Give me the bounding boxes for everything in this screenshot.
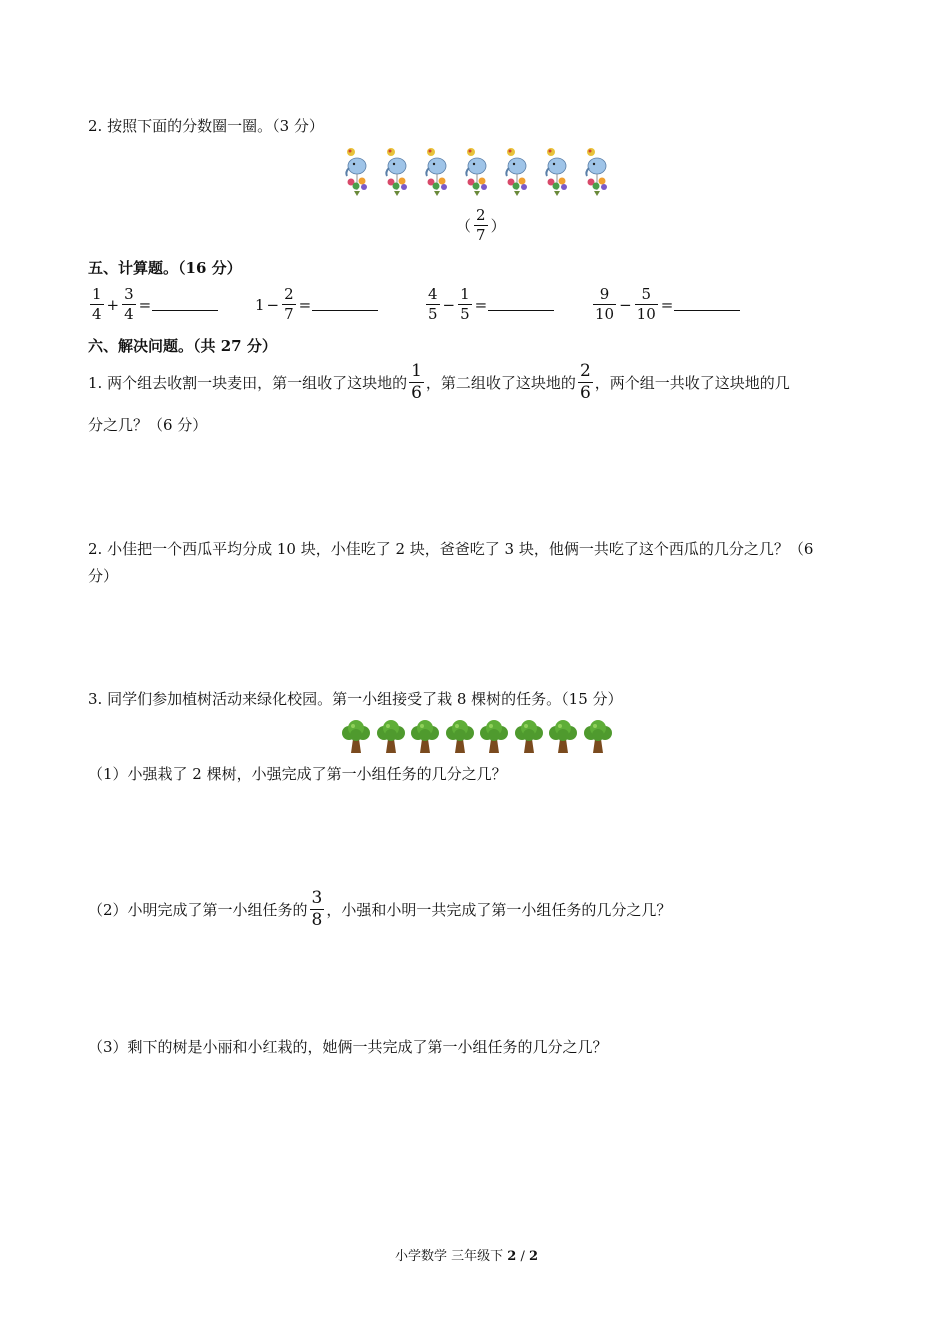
tree-icon <box>340 719 372 755</box>
fraction-denominator: 5 <box>460 305 470 323</box>
answer-blank[interactable] <box>312 298 378 311</box>
section-6-title: 六、解决问题。（共 27 分） <box>88 337 277 355</box>
problem-3-sub-2-text-a: （2）小明完成了第一小组任务的 <box>88 900 308 919</box>
fraction-numerator: 9 <box>599 285 610 303</box>
problem-1-line-1 <box>88 363 790 402</box>
problem-1-text-b: ，第二组收了这块地的 <box>425 373 576 392</box>
equals-sign: = <box>660 295 674 314</box>
tree-icon <box>478 719 510 755</box>
answer-blank[interactable] <box>488 298 554 311</box>
section-5-title: 五、计算题。（16 分） <box>88 259 242 277</box>
fraction-denominator: 7 <box>284 305 294 323</box>
fraction-denominator: 10 <box>636 305 656 323</box>
fraction-numerator: 3 <box>124 285 134 303</box>
fraction-denominator: 7 <box>476 226 486 244</box>
problem-2-line-2: 分） <box>88 567 119 585</box>
balloon-elephant-icon <box>380 146 412 198</box>
fraction-numerator: 4 <box>428 285 438 303</box>
fraction-denominator: 4 <box>124 305 134 323</box>
fraction-denominator: 6 <box>579 383 591 403</box>
problem-3-sub-1: （1）小强栽了 2 棵树，小强完成了第一小组任务的几分之几？ <box>88 765 507 783</box>
fraction-denominator: 4 <box>92 305 102 323</box>
fraction-2-7 <box>474 208 488 243</box>
balloon-elephant-icon <box>540 146 572 198</box>
paren-open: （ <box>456 217 472 235</box>
answer-blank[interactable] <box>152 298 218 311</box>
equals-sign: = <box>138 295 152 314</box>
problem-1-text-a: 1. 两个组去收割一块麦田，第一组收了这块地的 <box>88 373 408 392</box>
fraction-numerator: 2 <box>579 361 591 381</box>
fraction-denominator: 6 <box>411 383 422 403</box>
operator: + <box>106 295 120 314</box>
fraction-numerator: 2 <box>476 206 486 224</box>
footer-separator: / <box>520 1249 525 1264</box>
q4-2-text: 2. 按照下面的分数圈一圈。（3 分） <box>88 117 324 135</box>
problem-3-text: 3. 同学们参加植树活动来绿化校园。第一小组接受了栽 8 棵树的任务。（15 分） <box>88 690 623 708</box>
problem-3-sub-3: （3）剩下的树是小丽和小红栽的，她俩一共完成了第一小组任务的几分之几？ <box>88 1038 608 1056</box>
tree-icon <box>375 719 407 755</box>
equals-sign: = <box>298 295 312 314</box>
fraction-denominator: 8 <box>311 910 323 930</box>
balloon-elephant-icon <box>500 146 532 198</box>
problem-1-line-2: 分之几？（6 分） <box>88 416 208 434</box>
fraction-denominator: 5 <box>428 305 438 323</box>
fraction-numerator: 1 <box>460 285 470 303</box>
tree-icon <box>444 719 476 755</box>
fraction-denominator: 10 <box>595 305 615 323</box>
operator: − <box>266 295 280 314</box>
problem-3-sub-2 <box>88 890 671 929</box>
problem-2-line-1: 2. 小佳把一个西瓜平均分成 10 块，小佳吃了 2 块，爸爸吃了 3 块，他俩一共吃了这个西瓜的几分之几？（6 <box>88 540 814 558</box>
operator: − <box>619 295 632 314</box>
operator: − <box>442 295 456 314</box>
equation-4 <box>591 287 740 322</box>
footer-page-number: 2 <box>507 1249 517 1264</box>
tree-icon <box>547 719 579 755</box>
whole-number: 1 <box>255 295 265 314</box>
equation-1 <box>88 287 218 322</box>
answer-blank[interactable] <box>674 298 740 311</box>
fraction-numerator: 1 <box>411 361 422 381</box>
footer-label: 小学数学 三年级下 <box>395 1249 504 1264</box>
paren-close: ） <box>490 217 506 235</box>
balloon-elephant-icon <box>580 146 612 198</box>
fraction-numerator: 5 <box>641 285 651 303</box>
fraction-numerator: 3 <box>311 888 323 908</box>
equals-sign: = <box>474 295 488 314</box>
equation-3 <box>424 287 554 322</box>
footer-page-total: 2 <box>529 1249 539 1264</box>
balloon-elephant-icon <box>460 146 492 198</box>
balloon-elephant-icon <box>340 146 372 198</box>
problem-1-text-c: ，两个组一共收了这块地的几 <box>594 373 790 392</box>
tree-icon <box>582 719 614 755</box>
problem-3-sub-2-text-b: ，小强和小明一共完成了第一小组任务的几分之几？ <box>326 900 672 919</box>
fraction-numerator: 2 <box>284 285 294 303</box>
balloon-elephant-icon <box>420 146 452 198</box>
tree-icon <box>513 719 545 755</box>
tree-icon <box>409 719 441 755</box>
equation-2 <box>254 287 378 322</box>
tree-row <box>340 719 616 755</box>
q4-2-answer <box>455 208 507 243</box>
page-footer <box>395 1245 538 1264</box>
balloon-elephant-row <box>340 146 620 198</box>
fraction-numerator: 1 <box>92 285 102 303</box>
